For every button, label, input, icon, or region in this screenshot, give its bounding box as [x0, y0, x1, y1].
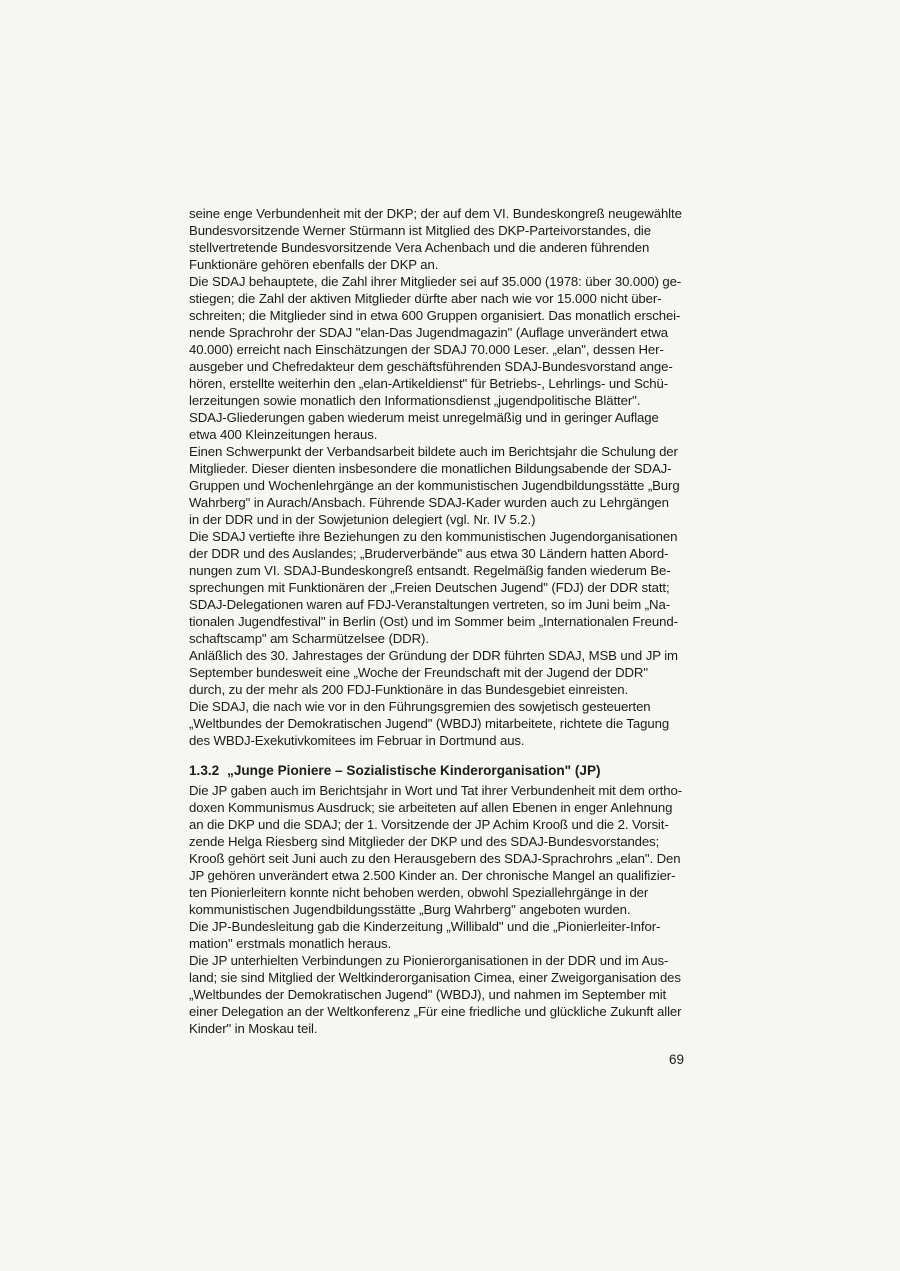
paragraph: Die JP-Bundesleitung gab die Kinderzeitung „Willibald" und die „Pionierleiter-Infor- mation" erstmals monatlich heraus. — [189, 919, 661, 951]
paragraph: Die SDAJ behauptete, die Zahl ihrer Mitglieder sei auf 35.000 (1978: über 30.000) ge- stiegen; die Zahl der aktiven Mitglieder dürfte aber nach wie vor 15.000 nicht über- schreiten; die Mitglieder sind in etwa 600 Gruppen organisiert. Das monatlich erschei- nende Sprachrohr der SDAJ "elan-Das Jugendmagazin" (Auflage unverändert etwa 40.000) erreicht nach Einschätzungen der SDAJ 70.000 Leser. „elan", dessen Her- ausgeber und Chefredakteur dem geschäftsführenden SDAJ-Bundesvorstand ange- hören, erstellte weiterhin den „elan-Artikeldienst" für Betriebs-, Lehrlings- und Schü- lerzeitungen sowie monatlich den Informationsdienst „jugendpolitische Blätter". SDAJ-Gliederungen gaben wiederum meist unregelmäßig und in geringer Auflage etwa 400 Kleinzeitungen heraus. — [189, 274, 682, 442]
section-title: „Junge Pioniere – Sozialistische Kinderorganisation" (JP) — [227, 763, 601, 778]
section-sdaj-text — [189, 205, 697, 749]
paragraph: Die JP gaben auch im Berichtsjahr in Wort und Tat ihrer Verbundenheit mit dem ortho- doxen Kommunismus Ausdruck; sie arbeiteten auf allen Ebenen in enger Anlehnung an die DKP und die SDAJ; der 1. Vorsitzende der JP Achim Krooß und die 2. Vorsit- zende Helga Riesberg sind Mitglieder der DKP und des SDAJ-Bundesvorstandes; Krooß gehört seit Juni auch zu den Herausgebern des SDAJ-Sprachrohrs „elan". Den JP gehören unverändert etwa 2.500 Kinder an. Der chronische Mangel an qualifizier- ten Pionierleitern konnte nicht behoben werden, obwohl Speziallehrgänge in der kommunistischen Jugendbildungsstätte „Burg Wahrberg" angeboten wurden. — [189, 783, 682, 917]
page-number: 69 — [669, 1052, 685, 1067]
paragraph: Die SDAJ vertiefte ihre Beziehungen zu den kommunistischen Jugendorganisationen der DDR und des Auslandes; „Bruderverbände" aus etwa 30 Ländern hatten Abord- nungen zum VI. SDAJ-Bundeskongreß entsandt. Regelmäßig fanden wiederum Be- sprechungen mit Funktionären der „Freien Deutschen Jugend" (FDJ) der DDR statt; SDAJ-Delegationen waren auf FDJ-Veranstaltungen vertreten, so im Juni beim „Na- tionalen Jugendfestival" in Berlin (Ost) und im Sommer beim „Internationalen Freund- schaftscamp" am Scharmützelsee (DDR). — [189, 529, 678, 646]
section-heading — [189, 762, 697, 779]
section-number: 1.3.2 — [189, 763, 220, 778]
paragraph: Die SDAJ, die nach wie vor in den Führungsgremien des sowjetisch gesteuerten „Weltbundes der Demokratischen Jugend" (WBDJ) mitarbeitete, richtete die Tagung des WBDJ-Exekutivkomitees im Februar in Dortmund aus. — [189, 699, 670, 748]
section-jp-text — [189, 782, 697, 1037]
paragraph: seine enge Verbundenheit mit der DKP; der auf dem VI. Bundeskongreß neugewählte Bundesvorsitzende Werner Stürmann ist Mitglied des DKP-Parteivorstandes, die stellvertretende Bundesvorsitzende Vera Achenbach und die anderen führenden Funktionäre gehören ebenfalls der DKP an. — [189, 206, 682, 272]
paragraph: Anläßlich des 30. Jahrestages der Gründung der DDR führten SDAJ, MSB und JP im September bundesweit eine „Woche der Freundschaft mit der Jugend der DDR" durch, zu der mehr als 200 FDJ-Funktionäre in das Bundesgebiet einreisten. — [189, 648, 678, 697]
paragraph: Einen Schwerpunkt der Verbandsarbeit bildete auch im Berichtsjahr die Schulung der Mitglieder. Dieser dienten insbesondere die monatlichen Bildungsabende der SDAJ- Gruppen und Wochenlehrgänge an der kommunistischen Jugendbildungsstätte „Burg Wahrberg" in Aurach/Ansbach. Führende SDAJ-Kader wurden auch zu Lehrgängen in der DDR und in der Sowjetunion delegiert (vgl. Nr. IV 5.2.) — [189, 444, 680, 527]
paragraph: Die JP unterhielten Verbindungen zu Pionierorganisationen in der DDR und im Aus- land; sie sind Mitglied der Weltkinderorganisation Cimea, einer Zweigorganisation des „Weltbundes der Demokratischen Jugend" (WBDJ), und nahmen im September mit einer Delegation an der Weltkonferenz „Für eine friedliche und glückliche Zukunft aller Kinder" in Moskau teil. — [189, 953, 682, 1036]
